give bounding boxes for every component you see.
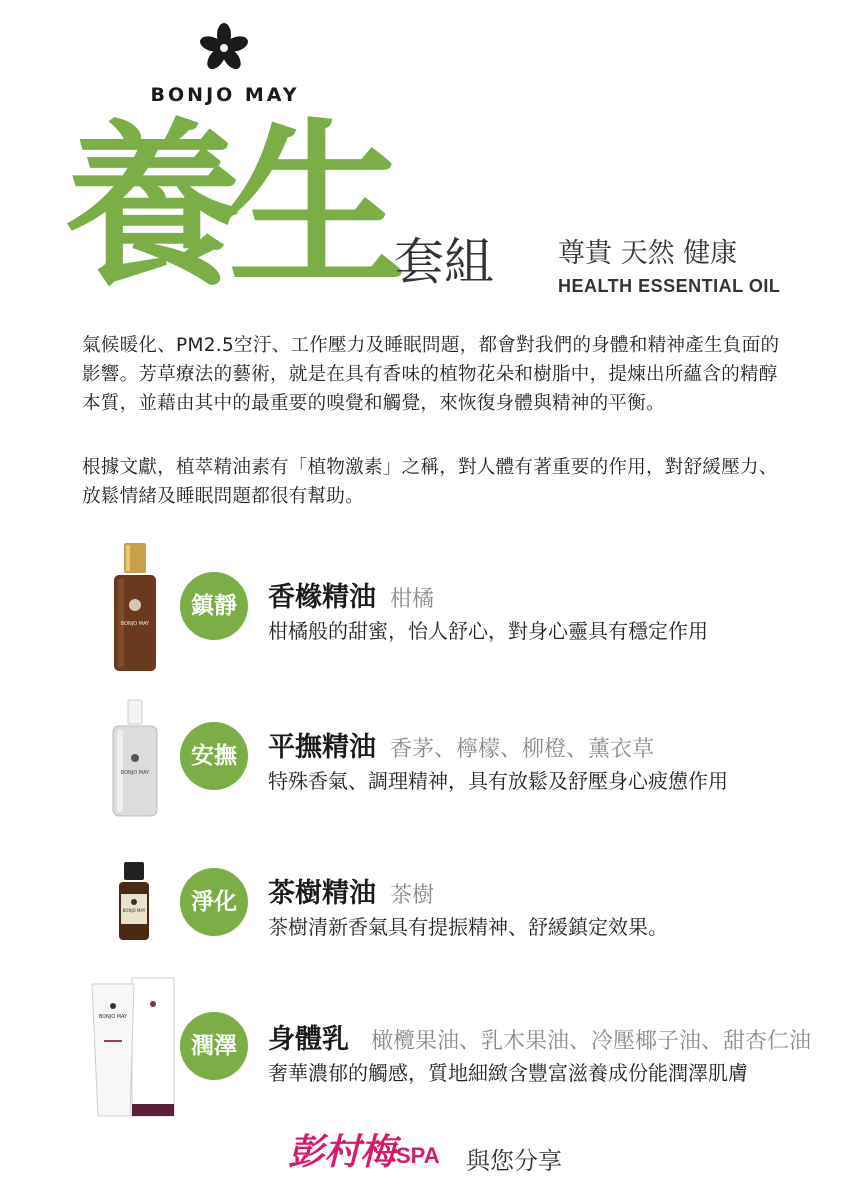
badge-moisturize: 潤澤: [180, 1012, 248, 1080]
hero-title: 養生: [64, 103, 392, 310]
product-name-text: 香橼精油: [268, 582, 376, 613]
hero-subtitle: 套組: [394, 233, 494, 291]
tagline-english: HEALTH ESSENTIAL OIL: [558, 276, 781, 296]
badge-purify: 淨化: [180, 868, 248, 936]
bottle-label: BONJO MAY: [98, 1014, 128, 1020]
product-description: 茶樹清新香氣具有提振精神、舒緩鎮定效果。: [268, 915, 668, 939]
clear-oil-bottle-image: [110, 700, 160, 818]
badge-calm: 鎮靜: [180, 572, 248, 640]
spa-logo: 彭村梅: [288, 1131, 397, 1173]
bottle-label: BONJO MAY: [120, 621, 150, 627]
product-description: 柑橘般的甜蜜，怡人舒心，對身心靈具有穩定作用: [268, 619, 708, 643]
share-text: 與您分享: [466, 1147, 562, 1175]
product-description: 奢華濃郁的觸感，質地細緻含豐富滋養成份能潤澤肌膚: [268, 1061, 748, 1085]
amber-oil-bottle-image: [110, 543, 160, 673]
spa-label: SPA: [396, 1143, 440, 1168]
body-lotion-image: [90, 976, 176, 1118]
product-ingredients: 香茅、檸檬、柳橙、薰衣草: [390, 737, 655, 762]
product-name: [268, 730, 654, 768]
product-ingredients: 柑橘: [390, 587, 435, 612]
product-ingredients: 茶樹: [390, 883, 435, 908]
bottle-label: BONJO MAY: [120, 770, 150, 776]
product-name-text: 身體乳: [268, 1024, 349, 1055]
brand-name: BONJO MAY: [150, 84, 300, 106]
product-name: [268, 1022, 811, 1060]
intro-paragraph-2: 根據文獻，植萃精油素有「植物激素」之稱，對人體有著重要的作用，對舒緩壓力、放鬆情緒及睡眠問題都很有幫助。: [82, 457, 778, 507]
tagline-chinese: 尊貴 天然 健康: [558, 238, 738, 269]
badge-soothe: 安撫: [180, 722, 248, 790]
product-name-text: 茶樹精油: [268, 878, 376, 909]
product-name: [268, 580, 434, 618]
product-ingredients: 橄欖果油、乳木果油、冷壓椰子油、甜杏仁油: [371, 1029, 812, 1054]
small-oil-bottle-image: [116, 862, 152, 942]
product-description: 特殊香氣、調理精神，具有放鬆及舒壓身心疲憊作用: [268, 769, 728, 793]
brand-flower-icon: [196, 20, 252, 76]
intro-paragraph-1: 氣候暖化、PM2.5空汙、工作壓力及睡眠問題，都會對我們的身體和精神產生負面的影響。芳草療法的藝術，就是在具有香味的植物花朵和樹脂中，提煉出所蘊含的精醇本質，並藉由其中的最重要的嗅覺和觸覺，來恢復身體與精神的平衡。: [82, 335, 780, 414]
product-name-text: 平撫精油: [268, 732, 376, 763]
product-name: [268, 876, 434, 914]
bottle-label: BONJO MAY: [122, 908, 146, 913]
